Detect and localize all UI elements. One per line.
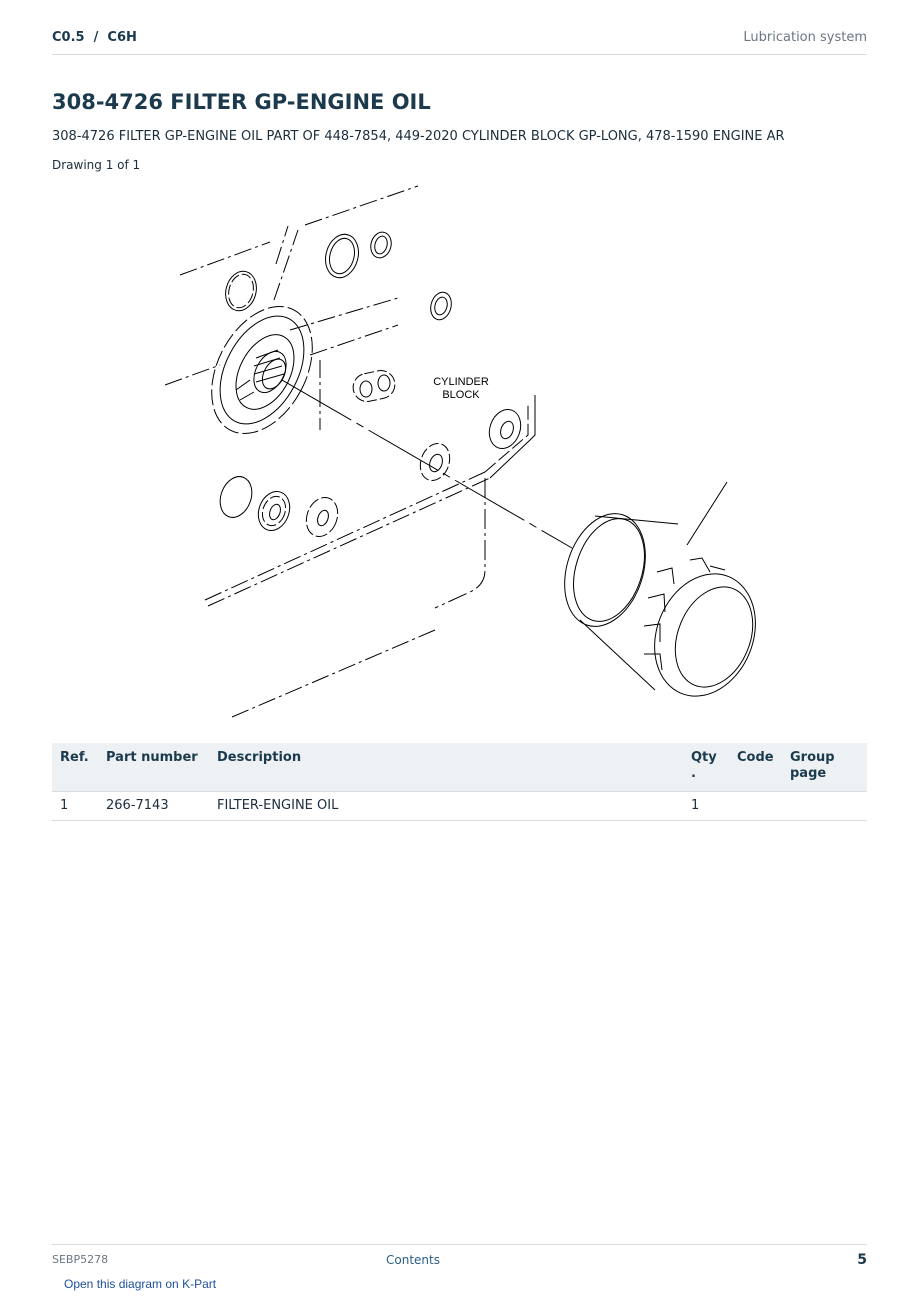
page-title: 308-4726 FILTER GP-ENGINE OIL <box>52 90 431 114</box>
cell-part-number: 266-7143 <box>98 792 209 821</box>
contents-link[interactable]: Contents <box>386 1253 440 1267</box>
parts-table <box>52 743 867 821</box>
col-ref: Ref. <box>52 743 98 792</box>
col-group-line1: Group <box>790 750 835 765</box>
col-qty-line1: Qty <box>691 750 717 765</box>
ref-1-leader <box>688 482 728 500</box>
section-name: Lubrication system <box>743 30 867 45</box>
col-group-page <box>782 743 867 792</box>
document-id: SEBP5278 <box>52 1253 109 1266</box>
oil-filter <box>551 503 770 711</box>
col-description: Description <box>209 743 683 792</box>
filter-mount-boss <box>191 289 333 450</box>
footer-divider <box>52 1244 867 1245</box>
breadcrumb: C0.5 / C6H <box>52 30 137 45</box>
col-part-number: Part number <box>98 743 209 792</box>
diagram-label-line2: BLOCK <box>442 389 480 401</box>
table-row <box>52 792 867 821</box>
cell-group-page <box>782 792 867 821</box>
drawing-count: Drawing 1 of 1 <box>52 158 141 172</box>
parts-diagram <box>150 180 770 725</box>
cell-description: FILTER-ENGINE OIL <box>209 792 683 821</box>
diagram-label-line1: CYLINDER <box>433 376 489 388</box>
col-qty-line2: . <box>691 766 696 781</box>
cell-qty: 1 <box>683 792 729 821</box>
col-group-line2: page <box>790 766 827 781</box>
open-kpart-link[interactable]: Open this diagram on K-Part <box>64 1277 217 1291</box>
col-code: Code <box>729 743 782 792</box>
page-subtitle: 308-4726 FILTER GP-ENGINE OIL PART OF 448-7854, 449-2020 CYLINDER BLOCK GP-LONG, 478-1590 ENGINE AR <box>52 129 785 144</box>
cell-code <box>729 792 782 821</box>
page-number: 5 <box>857 1252 867 1268</box>
table-header-row <box>52 743 867 792</box>
cell-ref: 1 <box>52 792 98 821</box>
page-header <box>52 28 867 55</box>
col-qty <box>683 743 729 792</box>
block-outline <box>165 186 490 717</box>
